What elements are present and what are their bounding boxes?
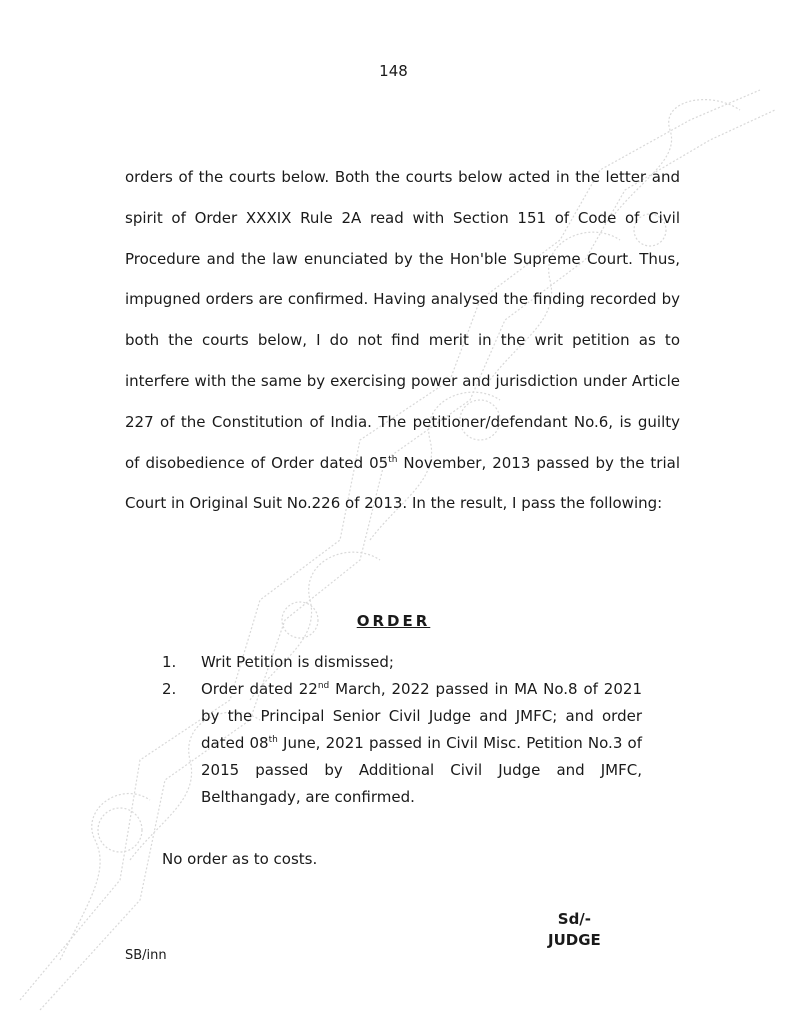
page-number: 148	[379, 62, 408, 80]
body-text-part-2: November, 2013 passed by the trial Court in Original Suit No.226 of 2013. In the result, I pass the following:	[125, 453, 680, 513]
signature-sd: Sd/-	[557, 910, 592, 928]
costs-statement: No order as to costs.	[162, 850, 318, 868]
order-item-1	[162, 649, 642, 676]
body-paragraph	[125, 157, 680, 524]
order-item-superscript-1: nd	[317, 681, 330, 691]
order-item-superscript-2: th	[268, 735, 278, 745]
signature-block	[548, 909, 601, 951]
order-item-number: 2.	[162, 680, 177, 698]
footer-reference: SB/inn	[125, 948, 167, 963]
order-item-number: 1.	[162, 653, 177, 671]
body-superscript: th	[388, 454, 398, 465]
signature-title: JUDGE	[548, 931, 601, 949]
order-item-text-part-2: March, 2022 passed in MA No.8 of 2021 by the Principal Senior Civil Judge and JMFC; and order dated 08	[201, 680, 642, 752]
order-list	[162, 649, 642, 811]
order-item-2	[162, 676, 642, 811]
order-item-text-part-1: Order dated 22	[201, 680, 318, 698]
body-text-part-1: orders of the courts below. Both the courts below acted in the letter and spirit of Order XXXIX Rule 2A read with Section 151 of Code of Civil Procedure and the law enunciated by the Hon'ble Supreme Court. Thus, impugned orders are confirmed. Having analysed the finding recorded by both the courts below, I do not find merit in the writ petition as to interfere with the same by exercising power and jurisdiction under Article 227 of the Constitution of India. The petitioner/defendant No.6, is guilty of disobedience of Order dated 05	[125, 168, 680, 472]
order-item-text: Writ Petition is dismissed;	[201, 653, 394, 671]
order-heading: ORDER	[356, 612, 431, 630]
order-item-text-part-3: June, 2021 passed in Civil Misc. Petition No.3 of 2015 passed by Additional Civil Judge and JMFC, Belthangady, are confirmed.	[201, 734, 642, 806]
